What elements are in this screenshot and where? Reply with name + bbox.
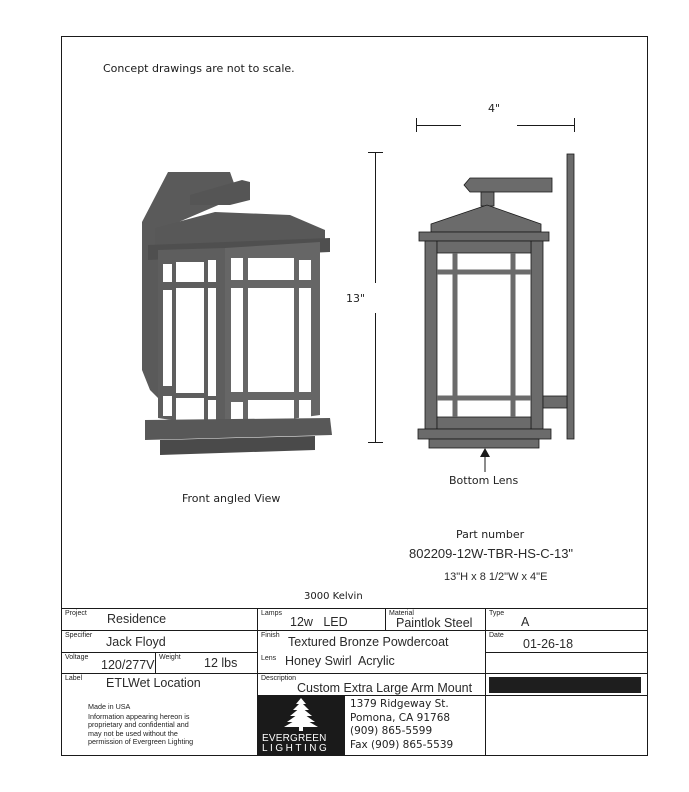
bottom-lens-caption: Bottom Lens: [449, 474, 519, 487]
height-dimension-label: 13": [346, 292, 366, 305]
width-dimension-line-left: [416, 125, 461, 126]
weight-value: 12 lbs: [204, 656, 238, 670]
lamps-value: 12w LED: [290, 615, 348, 629]
address-city: Pomona, CA 91768: [350, 711, 451, 724]
disclaimer-line: proprietary and confidential and: [88, 720, 189, 730]
height-dimension-tick-bottom: [368, 442, 383, 443]
disclaimer: [88, 713, 193, 747]
project-cell: [61, 608, 258, 631]
material-cell: [385, 608, 486, 631]
material-value: Paintlok Steel: [396, 616, 473, 630]
front-view-caption: Front angled View: [182, 492, 281, 505]
scale-note: Concept drawings are not to scale.: [103, 62, 295, 75]
height-dimension-line-bottom: [375, 313, 376, 442]
specifier-value: Jack Floyd: [106, 635, 166, 649]
address-phone: (909) 865-5599: [350, 725, 433, 737]
description-cell: [257, 673, 486, 696]
material-label: Material: [389, 610, 414, 617]
disclaimer-line: Information appearing hereon is: [88, 712, 190, 721]
redacted-block: [489, 677, 641, 693]
specifier-cell: [61, 630, 258, 653]
width-dimension-tick-right: [574, 118, 575, 132]
logo-text-evergreen: EVERGREEN: [262, 733, 327, 744]
height-dimension-tick-top: [368, 152, 383, 153]
description-value: Custom Extra Large Arm Mount: [297, 681, 473, 695]
lens-label: Lens: [261, 655, 277, 662]
label-field-value: ETLWet Location: [106, 676, 201, 690]
voltage-value: 120/277V: [101, 658, 155, 672]
finish-value: Textured Bronze Powdercoat: [288, 635, 449, 649]
lamps-cell: [257, 608, 386, 631]
empty-cell: [485, 652, 648, 674]
description-label: Description: [261, 675, 297, 682]
company-address: [350, 698, 453, 752]
evergreen-logo: [257, 695, 345, 756]
date-cell: [485, 630, 648, 653]
specifier-label: Specifier: [65, 632, 93, 639]
type-label: Type: [489, 610, 505, 617]
project-label: Project: [65, 610, 87, 617]
front-angled-view-drawing: [130, 160, 340, 460]
finish-cell: [257, 630, 486, 653]
logo-text-lighting: LIGHTING: [262, 743, 330, 754]
kelvin-rating: 3000 Kelvin: [304, 591, 363, 602]
lens-cell: [257, 652, 486, 674]
weight-label: Weight: [159, 654, 181, 661]
lens-value: Honey Swirl Acrylic: [285, 654, 395, 668]
date-value: 01-26-18: [523, 637, 574, 651]
width-dimension-line-right: [517, 125, 575, 126]
blackout-cell: [485, 673, 648, 696]
address-street: 1379 Ridgeway St.: [350, 698, 449, 710]
width-dimension-tick-left: [416, 118, 417, 132]
made-in-usa: Made in USA: [88, 702, 131, 711]
finish-label: Finish: [261, 632, 280, 639]
weight-cell: [155, 652, 258, 674]
bottom-lens-arrow-icon: [478, 448, 492, 472]
project-value: Residence: [107, 612, 167, 626]
height-dimension-line-top: [375, 152, 376, 283]
voltage-cell: [61, 652, 156, 674]
type-value: A: [521, 615, 530, 629]
type-cell: [485, 608, 648, 631]
bottom-right-cell: [485, 695, 648, 756]
part-dimensions: 13"H x 8 1/2"W x 4"E: [444, 571, 548, 583]
address-fax: Fax (909) 865-5539: [350, 738, 454, 751]
part-number-label: Part number: [456, 528, 525, 541]
voltage-label: Voltage: [65, 654, 89, 661]
side-view-drawing: [415, 150, 580, 450]
lamps-label: Lamps: [261, 610, 283, 617]
date-label: Date: [489, 632, 504, 639]
part-number-value: 802209-12W-TBR-HS-C-13": [409, 546, 574, 561]
width-dimension-label: 4": [488, 102, 501, 115]
disclaimer-line: permission of Evergreen Lighting: [88, 737, 194, 747]
label-field-label: Label: [65, 675, 83, 682]
disclaimer-line: may not be used without the: [88, 728, 178, 738]
evergreen-tree-icon: [283, 697, 319, 731]
